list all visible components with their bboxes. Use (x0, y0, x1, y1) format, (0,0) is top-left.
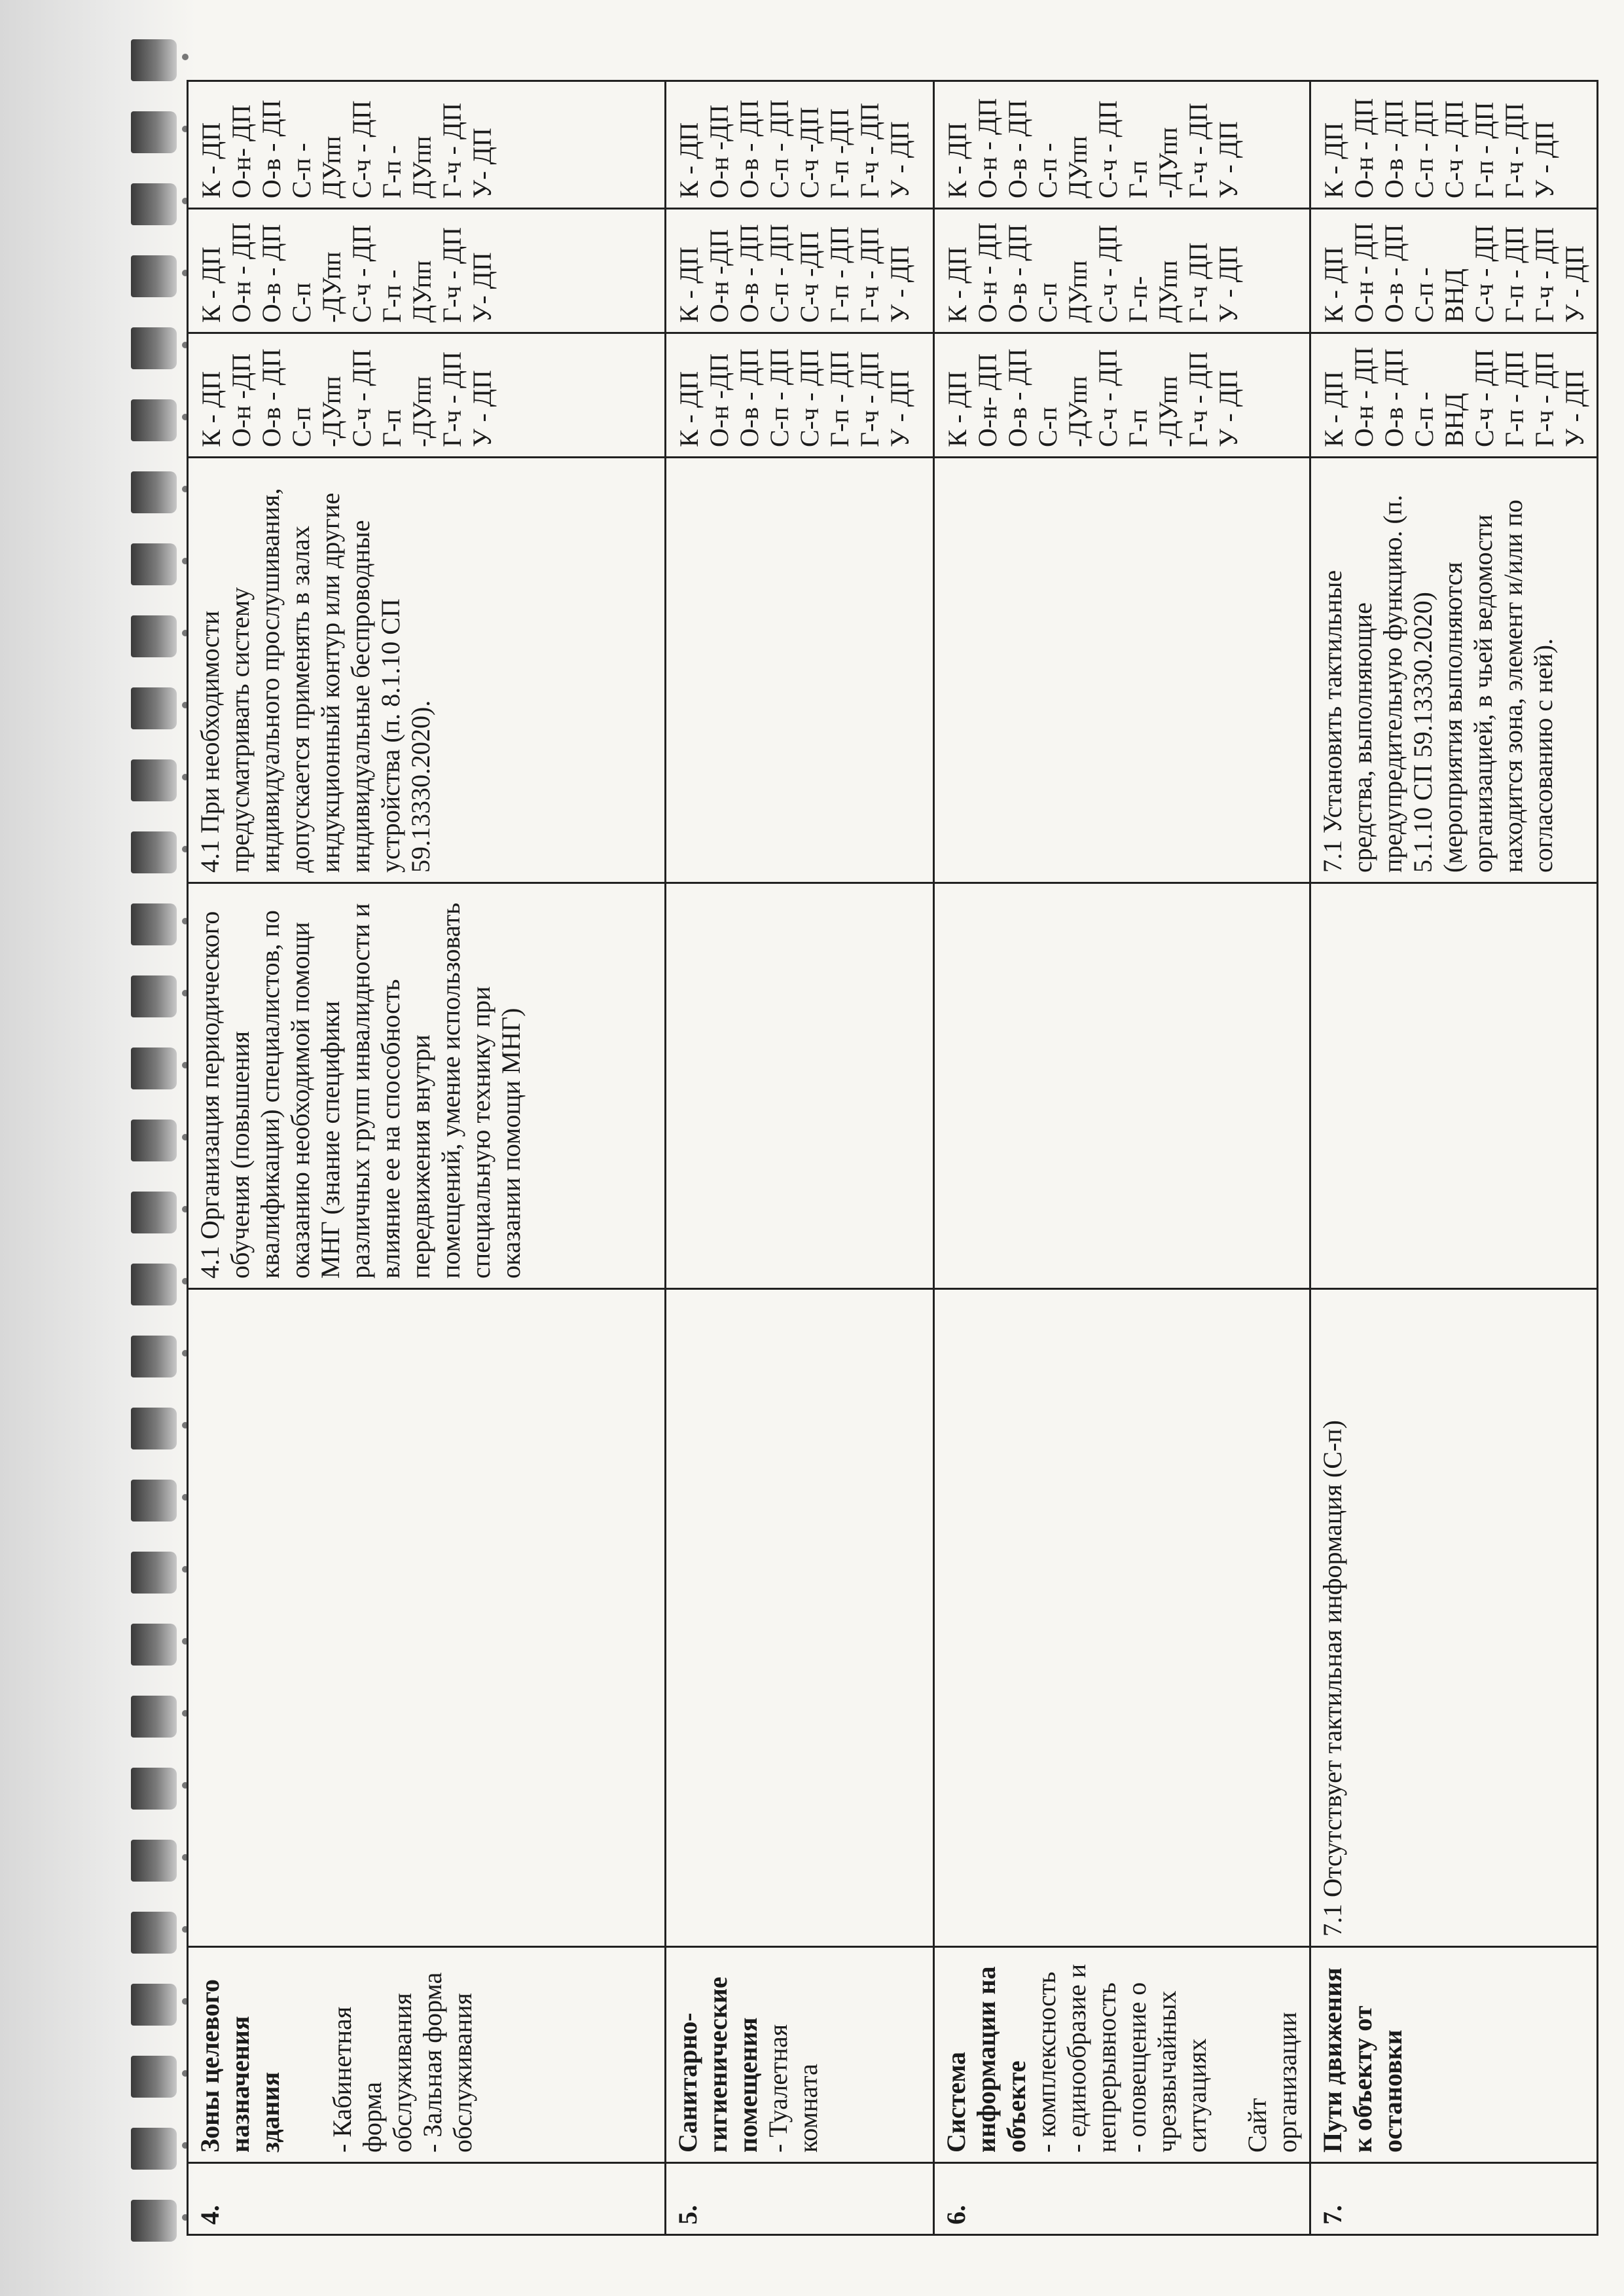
status-line: У - ДП (885, 121, 914, 198)
status-line: С-ч - ДП (1439, 100, 1469, 198)
binding-ring (131, 1480, 177, 1522)
binding-ring (131, 903, 177, 945)
status-line: У - ДП (1560, 246, 1589, 323)
row-number-text: 5. (673, 2205, 702, 2225)
spiral-binding (0, 0, 196, 2296)
problem-cell (188, 1289, 666, 1947)
zone-item: - Туалетная комната (763, 2024, 823, 2153)
zone-item: - единообразие и непрерывность (1062, 1963, 1121, 2153)
status-line: К - ДП (1319, 371, 1348, 447)
binding-ring (131, 975, 177, 1017)
binding-ring (131, 1840, 177, 1882)
status-cell-1 (188, 333, 666, 458)
table-row (188, 81, 666, 2235)
status-line: Г-ч - ДП (855, 227, 884, 323)
status-line: Г-п -ДУпп (1123, 376, 1183, 447)
measure-b-cell (666, 458, 934, 883)
status-line: О-в - ДП (1379, 224, 1409, 323)
status-line: С-п - ДУпп (287, 136, 346, 198)
status-line: Г-п - ДП (825, 350, 854, 447)
status-line: К - ДП (196, 246, 226, 323)
status-line: С-п -ДУпп (287, 251, 346, 323)
row-number (188, 2163, 666, 2235)
status-line: Г-ч - ДП (437, 227, 467, 323)
status-line: О-н- ДП (226, 104, 256, 198)
zone-item: - Зальная форма обслуживания (418, 1972, 477, 2153)
zone-title: Система информации на объекте (941, 1966, 1031, 2153)
status-line: С-п -ДУпп (287, 376, 346, 447)
status-line: С-п - ДП (765, 100, 794, 198)
status-line: С-п ДУпп (1033, 260, 1092, 323)
status-line: К - ДП (196, 371, 226, 447)
status-line: Г-п - ДУпп (377, 136, 437, 198)
binding-ring (131, 111, 177, 153)
status-line: С-ч - ДП (1470, 349, 1499, 447)
binding-ring (131, 543, 177, 585)
measure-b-cell (934, 458, 1310, 883)
binding-ring (131, 759, 177, 801)
status-line: С-п - ДУпп (1033, 136, 1092, 198)
status-cell-3 (1310, 81, 1598, 209)
status-line: Г-п - ДУпп (377, 260, 437, 323)
status-line: О-в - ДП (257, 348, 286, 447)
row-number (1310, 2163, 1598, 2235)
status-line: У - ДП (1214, 121, 1243, 198)
status-line: С-ч - ДП (1470, 225, 1499, 323)
binding-ring (131, 615, 177, 657)
status-line: С-ч - ДП (1093, 100, 1123, 198)
status-line: О-н - ДП (1349, 346, 1379, 447)
measure-a-text: 4.1 Организация периодического обучения (повышения квалификации) специалистов, по оказанию необходимой помощи МНГ (знание специфики различных групп инвалидности и влияние ее на способность передвижения внутри помещений, умение использовать специальную технику при оказании помощи МНГ) (195, 902, 526, 1279)
status-line: У - ДП (1560, 370, 1589, 447)
measure-a-cell (188, 883, 666, 1289)
table-row (934, 81, 1310, 2235)
zone-title: Пути движения к объекту от остановки (1318, 1967, 1407, 2153)
status-line: К - ДП (943, 371, 972, 447)
status-line: К - ДП (674, 246, 704, 323)
status-line: У - ДП (885, 370, 914, 447)
status-line: Г-ч ДП (1183, 242, 1213, 323)
status-line: О-в - ДП (734, 348, 764, 447)
problem-cell (666, 1289, 934, 1947)
binding-ring (131, 1048, 177, 1089)
zone-item: - Кабинетная форма обслуживания (327, 1993, 417, 2153)
row-number-text: 6. (941, 2205, 971, 2225)
status-line: О-н -ДП (226, 353, 256, 447)
binding-ring (131, 2200, 177, 2242)
status-line: О-в - ДП (257, 224, 286, 323)
measure-b-cell (1310, 458, 1598, 883)
status-line: С-ч -ДП (795, 231, 824, 323)
status-line: У- ДП (467, 128, 497, 198)
row-number-text: 7. (1318, 2205, 1347, 2225)
measure-b-cell (188, 458, 666, 883)
zone-title: Санитарно-гигиенические помещения (673, 1977, 763, 2153)
status-line: С-п - ДП (765, 348, 794, 447)
status-line: Г-п - ДП (1500, 226, 1529, 323)
status-cell-2 (188, 209, 666, 333)
status-line: О-н -ДП (704, 353, 734, 447)
status-line: С-ч - ДП (1093, 225, 1123, 323)
status-line: О-в - ДП (1379, 348, 1409, 447)
status-cell-2 (666, 209, 934, 333)
status-cell-2 (1310, 209, 1598, 333)
binding-ring (131, 1984, 177, 2026)
status-line: Г-п -ДУпп (377, 376, 437, 447)
status-line: О-н - ДП (1349, 98, 1379, 198)
zone-title: Зоны целевого назначения здания (195, 1979, 285, 2153)
status-cell-1 (1310, 333, 1598, 458)
status-cell-3 (188, 81, 666, 209)
status-line: Г-ч - ДП (437, 102, 467, 198)
row-number (666, 2163, 934, 2235)
status-line: С-ч - ДП (347, 100, 376, 198)
status-line: О-н - ДП (973, 98, 1002, 198)
binding-ring (131, 831, 177, 873)
status-line: Г-п -ДУпп (1123, 127, 1183, 198)
status-line: У - ДП (467, 370, 497, 447)
zone-item: - оповещение о чрезвычайных ситуациях (1122, 1982, 1212, 2153)
problem-cell (1310, 1289, 1598, 1947)
status-line: С-ч - ДП (347, 225, 376, 323)
status-line: Г-п -ДП (825, 108, 854, 198)
problem-text: 7.1 Отсутствует тактильная информация (С-п) (1318, 1420, 1347, 1937)
status-line: Г-п - ДП (1500, 350, 1529, 447)
status-line: О-н - ДП (226, 222, 256, 323)
binding-ring (131, 39, 177, 81)
binding-ring (131, 2128, 177, 2170)
binding-ring (131, 327, 177, 369)
binding-ring (131, 471, 177, 513)
status-line: Г-ч - ДП (1530, 227, 1559, 323)
status-line: С-п - ВНД (1409, 267, 1469, 323)
status-line: Г-ч - ДП (1183, 351, 1213, 447)
binding-ring (131, 1552, 177, 1594)
table-row (1310, 81, 1598, 2235)
binding-ring (131, 1336, 177, 1377)
zone-cell (188, 1947, 666, 2163)
zone-item: - комплексность (1032, 1971, 1061, 2153)
binding-ring (131, 1408, 177, 1449)
status-line: К - ДП (674, 122, 704, 198)
binding-ring (131, 2056, 177, 2098)
zone-cell (666, 1947, 934, 2163)
binding-ring (131, 1768, 177, 1810)
row-number (934, 2163, 1310, 2235)
status-line: О-в - ДП (1003, 348, 1032, 447)
row-number-text: 4. (195, 2205, 225, 2225)
binding-ring (131, 399, 177, 441)
status-line: К - ДП (943, 246, 972, 323)
status-line: У- ДП (467, 252, 497, 323)
binding-ring (131, 1192, 177, 1233)
status-cell-3 (666, 81, 934, 209)
status-line: Г-ч - ДП (855, 102, 884, 198)
zone-extra: Сайт организации (1242, 2012, 1302, 2153)
rotated-table-wrapper (187, 82, 1589, 2236)
status-cell-3 (934, 81, 1310, 209)
status-line: О-в - ДП (257, 100, 286, 198)
status-line: О-в - ДП (734, 100, 764, 198)
status-line: О-н - ДП (973, 222, 1002, 323)
status-line: О-в - ДП (1003, 100, 1032, 198)
measure-a-cell (934, 883, 1310, 1289)
status-line: К - ДП (1319, 246, 1348, 323)
status-line: Г-ч - ДП (1500, 102, 1529, 198)
status-cell-2 (934, 209, 1310, 333)
status-line: Г-ч - ДП (855, 351, 884, 447)
binding-ring (131, 687, 177, 729)
status-line: О-н- ДП (973, 353, 1002, 447)
status-line: Г-п - ДП (825, 226, 854, 323)
status-line: К - ДП (943, 122, 972, 198)
measure-b-text: 7.1 Установить тактильные средства, выполняющие предупредительную функцию. (п. 5.1.10 СП 59.13330.2020) (мероприятия выполняются организацией, в чьей ведомости находится зона, элемент и/или по согласованию с ней). (1318, 494, 1558, 873)
table-row (666, 81, 934, 2235)
status-line: О-н -ДП (704, 104, 734, 198)
status-line: К - ДП (674, 371, 704, 447)
status-line: С-п - ВНД (1409, 392, 1469, 447)
status-line: С-п - ДП (1409, 100, 1439, 198)
measure-a-cell (1310, 883, 1598, 1289)
status-line: О-в - ДП (1003, 224, 1032, 323)
status-cell-1 (666, 333, 934, 458)
status-line: О-в - ДП (1379, 100, 1409, 198)
status-line: У - ДП (1214, 246, 1243, 323)
status-line: С-ч - ДП (1093, 349, 1123, 447)
status-line: С-п - ДП (765, 224, 794, 323)
measure-a-cell (666, 883, 934, 1289)
measure-b-text: 4.1 При необходимости предусматривать систему индивидуального прослушивания, допускается применять в залах индукционный контур или другие индивидуальные беспроводные устройства (п. 8.1.10 СП 59.13330.2020). (195, 488, 435, 873)
status-line: О-н -ДП (704, 228, 734, 323)
status-line: Г-ч - ДП (1183, 102, 1213, 198)
status-line: О-н - ДП (1349, 222, 1379, 323)
accessibility-table (187, 80, 1598, 2236)
status-line: У - ДП (1214, 370, 1243, 447)
status-line: С-п -ДУпп (1033, 376, 1092, 447)
status-line: У - ДП (885, 246, 914, 323)
status-line: Г-ч - ДП (1530, 351, 1559, 447)
status-line: С-ч - ДП (347, 349, 376, 447)
status-line: Г-п - ДП (1470, 101, 1499, 198)
binding-ring (131, 1120, 177, 1161)
binding-ring (131, 183, 177, 225)
status-line: Г-ч - ДП (437, 351, 467, 447)
status-cell-1 (934, 333, 1310, 458)
binding-ring (131, 255, 177, 297)
status-line: С-ч - ДП (795, 349, 824, 447)
problem-cell (934, 1289, 1310, 1947)
binding-ring (131, 1264, 177, 1305)
binding-ring (131, 1696, 177, 1738)
status-line: К - ДП (196, 122, 226, 198)
status-line: О-в - ДП (734, 224, 764, 323)
status-line: Г-п-ДУпп (1123, 260, 1183, 323)
status-line: С-ч -ДП (795, 107, 824, 198)
status-line: К - ДП (1319, 122, 1348, 198)
status-line: У - ДП (1530, 121, 1559, 198)
zone-cell (1310, 1947, 1598, 2163)
binding-ring (131, 1912, 177, 1954)
zone-cell (934, 1947, 1310, 2163)
binding-ring (131, 1624, 177, 1666)
